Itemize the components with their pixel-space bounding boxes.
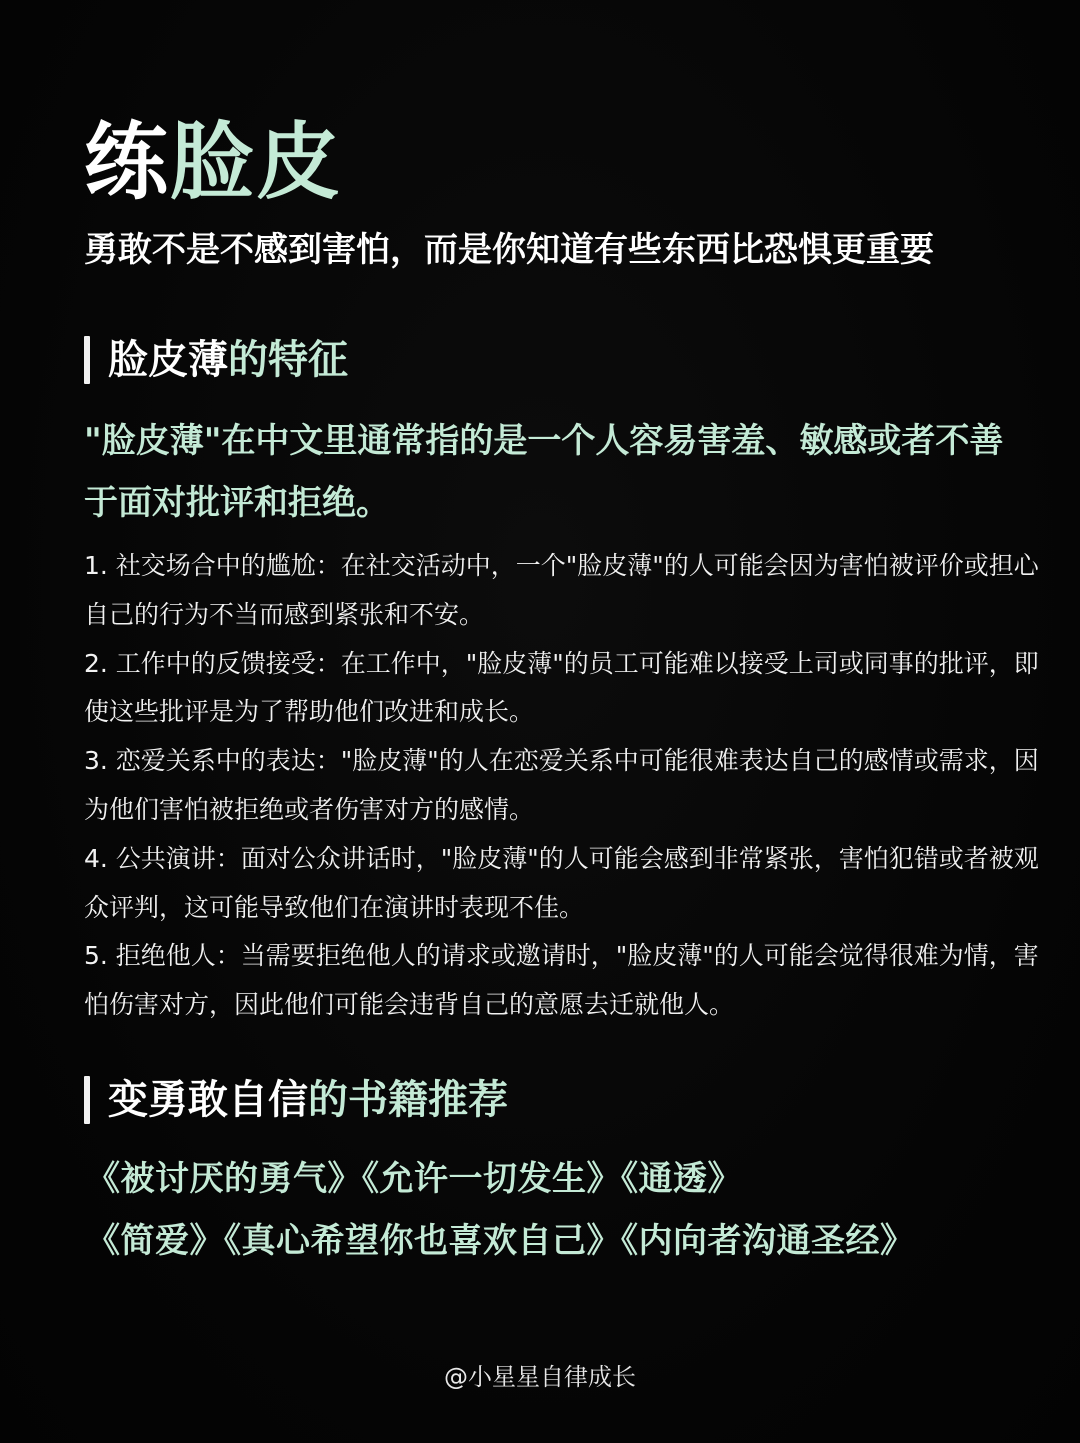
heading-white-part: 脸皮薄 [108,337,228,383]
subtitle-quote: 勇敢不是不感到害怕，而是你知道有些东西比恐惧更重要 [84,230,934,270]
section-heading-text [108,1074,508,1126]
list-item: 5. 拒绝他人：当需要拒绝他人的请求或邀请时，"脸皮薄"的人可能会觉得很难为情，害怕伤害对方，因此他们可能会违背自己的意愿去迁就他人。 [84,941,1039,1020]
list-item: 1. 社交场合中的尴尬：在社交活动中，一个"脸皮薄"的人可能会因为害怕被评价或担心自己的行为不当而感到紧张和不安。 [84,551,1039,629]
page-title [84,112,342,212]
heading-green-part: 的书籍推荐 [308,1077,508,1123]
title-part-green: 脸皮 [170,113,343,211]
section-heading-traits [84,334,348,386]
section-heading-text [108,334,348,386]
heading-green-part: 的特征 [228,337,348,383]
title-part-white: 练 [84,113,171,211]
traits-list [84,542,1059,1030]
book-row: 《被讨厌的勇气》《允许一切发生》《通透》 [86,1159,742,1199]
book-list [86,1148,1046,1272]
list-item: 3. 恋爱关系中的表达："脸皮薄"的人在恋爱关系中可能很难表达自己的感情或需求，因为他们害怕被拒绝或者伤害对方的感情。 [84,746,1039,824]
intro-paragraph: "脸皮薄"在中文里通常指的是一个人容易害羞、敏感或者不善于面对批评和拒绝。 [84,421,1004,523]
section-heading-books [84,1074,508,1126]
heading-white-part: 变勇敢自信 [108,1077,308,1123]
list-item: 2. 工作中的反馈接受：在工作中，"脸皮薄"的员工可能难以接受上司或同事的批评，即使这些批评是为了帮助他们改进和成长。 [84,648,1039,727]
author-watermark: @小星星自律成长 [444,1363,636,1391]
book-row: 《简爱》《真心希望你也喜欢自己》《内向者沟通圣经》 [86,1221,915,1261]
section-bar-icon [84,1076,90,1124]
section-bar-icon [84,336,90,384]
list-item: 4. 公共演讲：面对公众讲话时，"脸皮薄"的人可能会感到非常紧张，害怕犯错或者被观众评判，这可能导致他们在演讲时表现不佳。 [84,843,1039,922]
